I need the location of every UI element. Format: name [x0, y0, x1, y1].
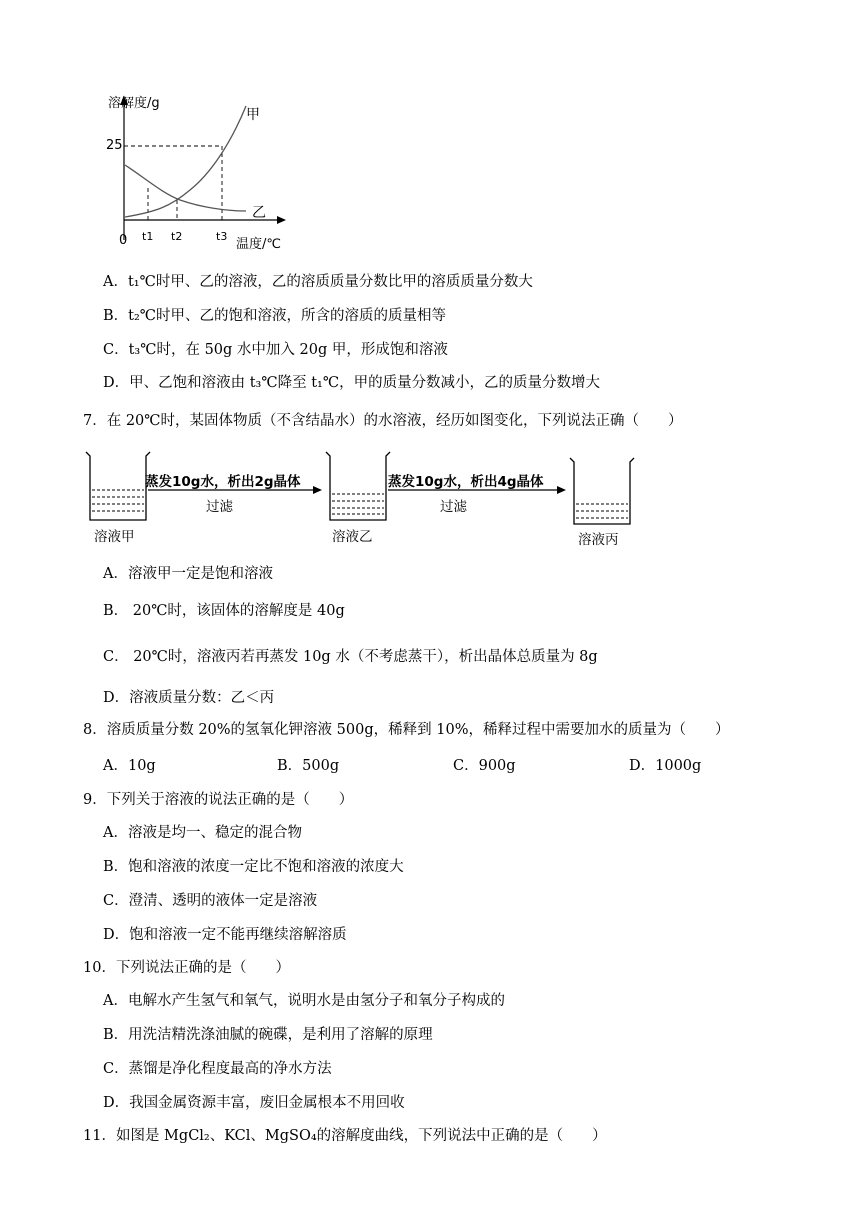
q10-option-d: D．我国金属资源丰富，废旧金属根本不用回收: [103, 1095, 405, 1111]
arrow-1-top-label: 蒸发10g水，析出2g晶体: [145, 474, 301, 490]
graph-x-tick-t1: t1: [142, 230, 154, 243]
graph-x-tick-t2: t2: [171, 230, 183, 243]
graph-origin: 0: [119, 233, 128, 248]
q7-option-d: D．溶液质量分数：乙＜丙: [103, 690, 275, 706]
q8-stem: 8．溶质质量分数 20%的氢氧化钾溶液 500g，稀释到 10%，稀释过程中需要加水的质量为（ ）: [83, 722, 730, 738]
graph-y-label: 溶解度/g: [108, 96, 160, 111]
q9-option-d: D．饱和溶液一定不能再继续溶解溶质: [103, 927, 347, 943]
x-axis-arrow: [277, 216, 286, 224]
curve-label-yi: 乙: [252, 205, 266, 221]
beaker-bing: [570, 458, 634, 524]
graph-y-tick-25: 25: [106, 138, 123, 153]
q8-option-c: C．900g: [453, 758, 516, 774]
beaker-jia: [86, 452, 150, 520]
q9-stem: 9．下列关于溶液的说法正确的是（ ）: [83, 792, 354, 808]
q7-stem: 7．在 20℃时，某固体物质（不含结晶水）的水溶液，经历如图变化，下列说法正确（ ）: [83, 413, 683, 429]
q10-option-b: B．用洗洁精洗涤油腻的碗碟，是利用了溶解的原理: [103, 1027, 433, 1043]
beaker-yi: [326, 452, 390, 520]
q6-option-d: D．甲、乙饱和溶液由 t₃℃降至 t₁℃，甲的质量分数减小，乙的质量分数增大: [103, 375, 601, 391]
curve-yi: [125, 165, 246, 211]
q9-option-c: C．澄清、透明的液体一定是溶液: [103, 893, 318, 909]
q6-option-c: C．t₃℃时，在 50g 水中加入 20g 甲，形成饱和溶液: [103, 342, 448, 358]
q7-diagram: [80, 448, 640, 533]
beaker-label-jia: 溶液甲: [94, 529, 135, 545]
q7-option-c: C． 20℃时，溶液丙若再蒸发 10g 水（不考虑蒸干），析出晶体总质量为 8g: [103, 649, 598, 665]
solubility-graph: [100, 90, 290, 255]
graph-x-label: 温度/℃: [236, 237, 281, 252]
arrow-1-bottom-label: 过滤: [206, 499, 233, 515]
q9-option-b: B．饱和溶液的浓度一定比不饱和溶液的浓度大: [103, 859, 404, 875]
graph-x-tick-t3: t3: [216, 230, 228, 243]
curve-jia: [125, 106, 246, 217]
q7-option-b: B． 20℃时，该固体的溶解度是 40g: [103, 603, 345, 619]
q6-option-a: A．t₁℃时甲、乙的溶液，乙的溶质质量分数比甲的溶质质量分数大: [103, 274, 533, 290]
beaker-label-bing: 溶液丙: [578, 532, 619, 548]
beaker-label-yi: 溶液乙: [332, 529, 373, 545]
q11-stem: 11．如图是 MgCl₂、KCl、MgSO₄的溶解度曲线，下列说法中正确的是（ ）: [83, 1128, 607, 1144]
q8-option-b: B．500g: [277, 758, 340, 774]
q7-option-a: A．溶液甲一定是饱和溶液: [103, 566, 273, 582]
q8-option-d: D．1000g: [629, 758, 702, 774]
q10-stem: 10．下列说法正确的是（ ）: [83, 960, 290, 976]
arrow-2-bottom-label: 过滤: [440, 499, 467, 515]
q10-option-a: A．电解水产生氢气和氧气，说明水是由氢分子和氧分子构成的: [103, 993, 505, 1009]
q10-option-c: C．蒸馏是净化程度最高的净水方法: [103, 1061, 332, 1077]
q6-option-b: B．t₂℃时甲、乙的饱和溶液，所含的溶质的质量相等: [103, 308, 447, 324]
arrow-2-top-label: 蒸发10g水，析出4g晶体: [388, 474, 544, 490]
curve-label-jia: 甲: [246, 107, 260, 123]
q9-option-a: A．溶液是均一、稳定的混合物: [103, 825, 302, 841]
q8-option-a: A．10g: [103, 758, 156, 774]
